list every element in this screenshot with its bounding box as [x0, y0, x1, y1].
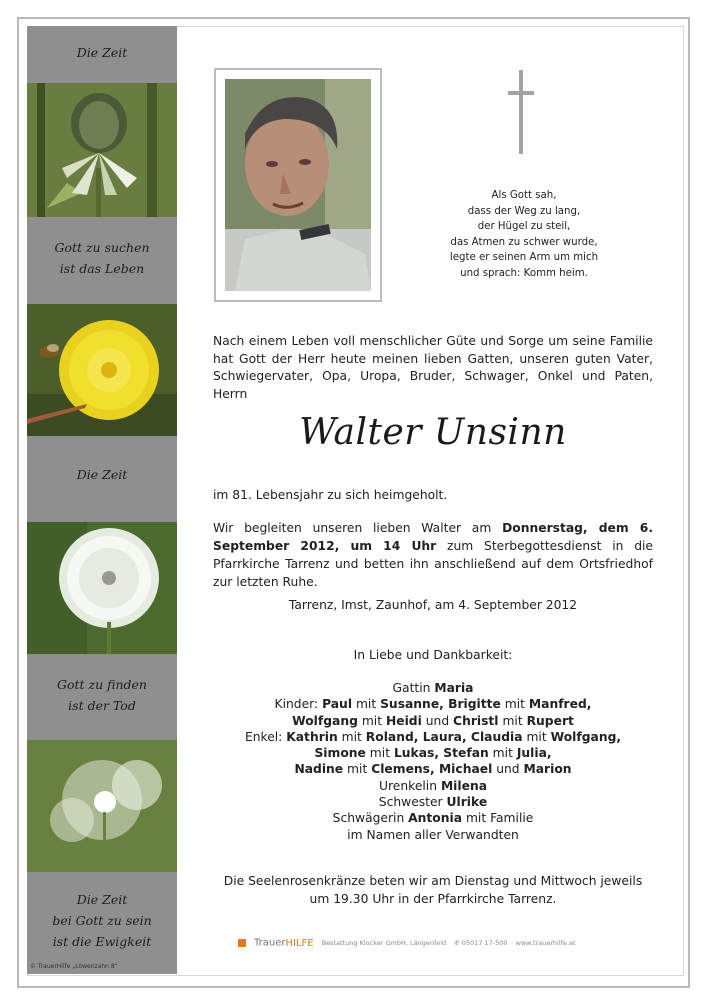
- poem-line: dass der Weg zu lang,: [467, 205, 581, 217]
- deceased-name: Walter Unsinn: [299, 412, 567, 453]
- sidebar-line: ist das Leben: [59, 261, 145, 276]
- brand-logo: [254, 938, 314, 949]
- sidebar-line: Die Zeit: [76, 45, 128, 60]
- conj: und: [421, 713, 454, 728]
- label: Urenkelin: [379, 778, 441, 793]
- person: Lukas, Stefan: [393, 746, 489, 761]
- label: Schwester: [378, 795, 447, 810]
- sidebar-line: Die Zeit: [76, 467, 128, 482]
- poem-line: und sprach: Komm heim.: [460, 267, 588, 279]
- sidebar-text-1: [27, 42, 177, 63]
- portrait-frame: [214, 68, 382, 302]
- rosary-announcement: [213, 872, 653, 908]
- person: Roland, Laura, Claudia: [365, 729, 523, 744]
- family-line-urenkel: [213, 778, 653, 794]
- brand-a: Trauer: [254, 937, 286, 948]
- person: Simone: [314, 746, 366, 761]
- sidebar-line: ist der Tod: [68, 698, 136, 713]
- conj: mit: [498, 713, 527, 728]
- sidebar-line: Die Zeit: [76, 892, 128, 907]
- person: Marion: [523, 762, 572, 777]
- person: Clemens, Michael: [371, 762, 493, 777]
- age-line: im 81. Lebensjahr zu sich heimgeholt.: [213, 488, 448, 502]
- website-link[interactable]: www.trauerhilfe.at: [515, 938, 576, 947]
- label: Schwägerin: [332, 811, 409, 826]
- person: Paul: [322, 697, 353, 712]
- family-line-verwandte: im Namen aller Verwandten: [347, 827, 519, 842]
- conj: mit: [337, 729, 366, 744]
- dandelion-bud-image: [27, 83, 177, 217]
- trauerhilfe-logo-icon: [238, 939, 246, 947]
- family-line-schwaegerin: [213, 810, 653, 826]
- sidebar-line: bei Gott zu sein: [52, 913, 152, 928]
- person: Wolfgang: [292, 713, 358, 728]
- family-line-enkel-3: [213, 761, 653, 777]
- person: Nadine: [294, 762, 344, 777]
- poem-line: Als Gott sah,: [491, 190, 557, 201]
- funeral-post: zum Sterbegottesdienst in die Pfarrkirche Tarrenz und betten ihn anschließend auf dem Ortsfriedhof zur letzten Ruhe.: [213, 539, 653, 589]
- funeral-details: [213, 519, 653, 591]
- family-line-gattin: [213, 680, 653, 696]
- funeral-date: Donnerstag, dem 6. September 2012, um 14 Uhr: [213, 521, 653, 553]
- dedication: In Liebe und Dankbarkeit:: [353, 648, 513, 662]
- portrait-photo: [225, 79, 371, 291]
- person: Antonia: [408, 811, 463, 826]
- label: mit Familie: [462, 811, 534, 826]
- dandelion-blowing-image: [27, 740, 177, 872]
- cross-icon: [508, 70, 534, 154]
- sidebar-line: Gott zu finden: [57, 677, 147, 692]
- label: Kinder:: [274, 697, 323, 712]
- poem-line: das Atmen zu schwer wurde,: [450, 236, 598, 248]
- footer: [232, 937, 652, 949]
- conj: und: [492, 762, 524, 777]
- conj: mit: [357, 713, 386, 728]
- sidebar-text-5: [27, 889, 177, 952]
- conj: mit: [522, 729, 551, 744]
- image-copyright: © TrauerHilfe „Löwenzahn 8“: [30, 963, 118, 970]
- conj: mit: [352, 697, 381, 712]
- family-line-schwester: [213, 794, 653, 810]
- sidebar-line: Gott zu suchen: [54, 240, 150, 255]
- person: Julia,: [516, 746, 552, 761]
- family-line-kinder-2: [213, 713, 653, 729]
- label: Gattin: [392, 681, 435, 695]
- person: Kathrin: [286, 729, 338, 744]
- label: Enkel:: [244, 729, 287, 744]
- sidebar-text-2: [27, 237, 177, 279]
- conj: mit: [488, 746, 517, 761]
- conj: mit: [343, 762, 372, 777]
- poem: [436, 188, 612, 281]
- sidebar-text-3: [27, 464, 177, 485]
- family-line-kinder-1: [213, 696, 653, 712]
- place-date: Tarrenz, Imst, Zaunhof, am 4. September 2012: [288, 598, 578, 612]
- sidebar: [27, 26, 177, 974]
- sidebar-line: ist die Ewigkeit: [52, 934, 152, 949]
- person: Christl: [453, 713, 499, 728]
- person: Heidi: [385, 713, 422, 728]
- person: Susanne, Brigitte: [380, 697, 501, 712]
- person: Ulrike: [446, 795, 488, 810]
- rosary-line: Die Seelenrosenkränze beten wir am Dienstag und Mittwoch jeweils: [223, 874, 643, 888]
- conj: mit: [365, 746, 394, 761]
- sidebar-text-4: [27, 674, 177, 716]
- brand-b: HILFE: [285, 937, 314, 949]
- family-list: [213, 680, 653, 843]
- person: Manfred,: [528, 697, 592, 712]
- poem-line: der Hügel zu steil,: [477, 221, 571, 232]
- intro-text: Nach einem Leben voll menschlicher Güte und Sorge um seine Familie hat Gott der Herr heute meinen lieben Gatten, unseren guten Vater, Schwiegervater, Opa, Uropa, Bruder, Schwager, Onkel und Paten, Herrn: [213, 334, 653, 401]
- person: Maria: [434, 681, 474, 695]
- company-name: Bestattung Klocker GmbH, Längenfeld: [321, 938, 447, 947]
- family-line-enkel-1: [213, 729, 653, 745]
- dandelion-flower-image: [27, 304, 177, 436]
- rosary-line: um 19.30 Uhr in der Pfarrkirche Tarrenz.: [309, 892, 557, 906]
- family-line-enkel-2: [213, 745, 653, 761]
- person: Wolfgang,: [550, 729, 622, 744]
- dandelion-seedhead-image: [27, 522, 177, 654]
- person: Milena: [440, 778, 487, 793]
- phone-number: ✆ 05017 17-500: [454, 938, 508, 947]
- person: Rupert: [526, 713, 574, 728]
- funeral-pre: Wir begleiten unseren lieben Walter am: [213, 521, 503, 535]
- conj: mit: [500, 697, 529, 712]
- poem-line: legte er seinen Arm um mich: [449, 252, 599, 263]
